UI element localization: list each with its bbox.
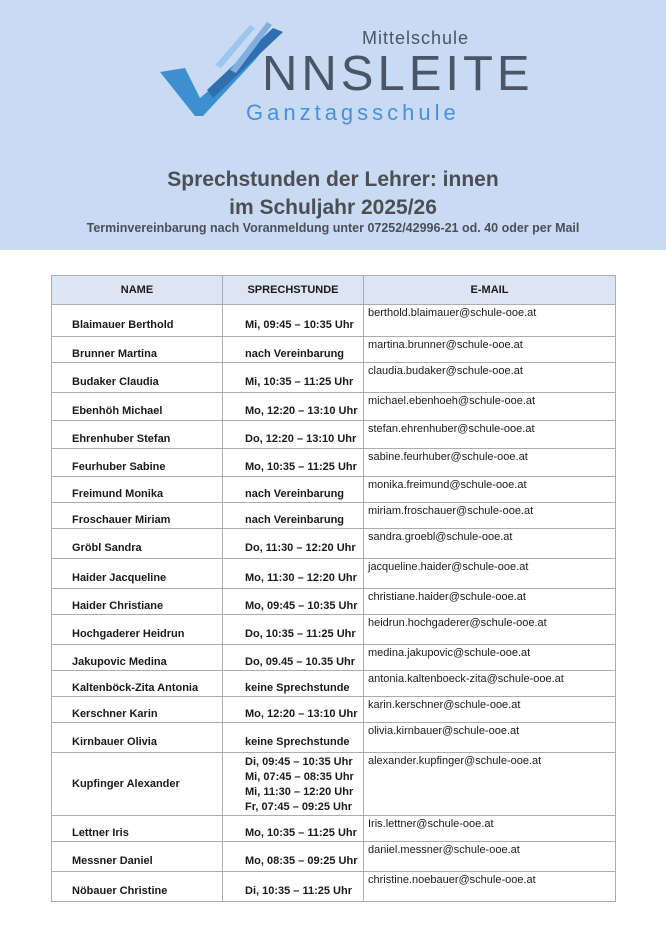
column-header-email: E-MAIL	[364, 276, 616, 305]
office-hours-cell	[223, 816, 364, 842]
email-link[interactable]: martina.brunner@schule-ooe.at	[364, 337, 616, 363]
office-hours-slot: nach Vereinbarung	[245, 487, 345, 500]
column-header-time: SPRECHSTUNDE	[223, 276, 364, 305]
table-row	[52, 393, 616, 421]
email-link[interactable]: sandra.groebl@schule-ooe.at	[364, 529, 616, 559]
office-hours-cell	[223, 503, 364, 529]
office-hours-slot: nach Vereinbarung	[245, 347, 345, 360]
office-hours-cell	[223, 363, 364, 393]
table-row	[52, 645, 616, 671]
table-row	[52, 421, 616, 449]
table-row	[52, 671, 616, 697]
teacher-name: Kerschner Karin	[52, 697, 223, 723]
teacher-name: Gröbl Sandra	[52, 529, 223, 559]
office-hours-slot: Mo, 10:35 – 11:25 Uhr	[245, 460, 357, 473]
teacher-name: Kupfinger Alexander	[52, 753, 223, 816]
email-link[interactable]: berthold.blaimauer@schule-ooe.at	[364, 305, 616, 337]
table-body	[52, 305, 616, 902]
office-hours-slot: Do, 11:30 – 12:20 Uhr	[245, 541, 356, 554]
table-row	[52, 615, 616, 645]
office-hours-slot: Do, 10:35 – 11:25 Uhr	[245, 627, 356, 640]
office-hours-slot: Mi, 10:35 – 11:25 Uhr	[245, 375, 354, 388]
appointment-note: Terminvereinbarung nach Voranmeldung unter 07252/42996-21 od. 40 oder per Mail	[86, 221, 580, 235]
office-hours-cell	[223, 872, 364, 902]
teacher-name: Ehrenhuber Stefan	[52, 421, 223, 449]
table-row	[52, 529, 616, 559]
office-hours-slot: Fr, 07:45 – 09:25 Uhr	[245, 801, 353, 813]
office-hours-slot: nach Vereinbarung	[245, 513, 345, 526]
office-hours-cell	[223, 421, 364, 449]
table-row	[52, 559, 616, 589]
email-link[interactable]: heidrun.hochgaderer@schule-ooe.at	[364, 615, 616, 645]
table-row	[52, 816, 616, 842]
office-hours-cell	[223, 477, 364, 503]
column-header-name: NAME	[52, 276, 223, 305]
teacher-name: Kirnbauer Olivia	[52, 723, 223, 753]
email-link[interactable]: stefan.ehrenhuber@schule-ooe.at	[364, 421, 616, 449]
office-hours-cell	[223, 559, 364, 589]
office-hours-slot: Mo, 09:45 – 10:35 Uhr	[245, 599, 358, 612]
office-hours-slot: Mo, 12:20 – 13:10 Uhr	[245, 707, 358, 720]
office-hours-cell	[223, 753, 364, 816]
office-hours-slot: Do, 09.45 – 10.35 Uhr	[245, 655, 356, 668]
office-hours-cell	[223, 589, 364, 615]
office-hours-slot: Di, 10:35 – 11:25 Uhr	[245, 884, 353, 897]
office-hours-cell	[223, 449, 364, 477]
table-row	[52, 449, 616, 477]
office-hours-slot: Di, 09:45 – 10:35 Uhr	[245, 756, 353, 768]
teacher-name: Lettner Iris	[52, 816, 223, 842]
school-type-label: Mittelschule	[362, 28, 470, 48]
office-hours-slot: keine Sprechstunde	[245, 735, 350, 748]
office-hours-cell	[223, 615, 364, 645]
email-link[interactable]: antonia.kaltenboeck-zita@schule-ooe.at	[364, 671, 616, 697]
email-link[interactable]: claudia.budaker@schule-ooe.at	[364, 363, 616, 393]
email-link[interactable]: olivia.kirnbauer@schule-ooe.at	[364, 723, 616, 753]
office-hours-slot: Mi, 11:30 – 12:20 Uhr	[245, 786, 354, 798]
office-hours-cell	[223, 671, 364, 697]
table-row	[52, 753, 616, 816]
teacher-name: Budaker Claudia	[52, 363, 223, 393]
table-row	[52, 503, 616, 529]
header-banner	[0, 0, 666, 250]
teacher-name: Ebenhöh Michael	[52, 393, 223, 421]
email-link[interactable]: medina.jakupovic@schule-ooe.at	[364, 645, 616, 671]
page-title-line2: im Schuljahr 2025/26	[229, 196, 437, 219]
office-hours-slot: Mo, 12:20 – 13:10 Uhr	[245, 404, 358, 417]
email-link[interactable]: christiane.haider@schule-ooe.at	[364, 589, 616, 615]
table-row	[52, 872, 616, 902]
table-row	[52, 363, 616, 393]
table-row	[52, 305, 616, 337]
email-link[interactable]: jacqueline.haider@schule-ooe.at	[364, 559, 616, 589]
office-hours-cell	[223, 305, 364, 337]
table-row	[52, 697, 616, 723]
teacher-name: Haider Christiane	[52, 589, 223, 615]
email-link[interactable]: miriam.froschauer@schule-ooe.at	[364, 503, 616, 529]
table-row	[52, 477, 616, 503]
teacher-name: Messner Daniel	[52, 842, 223, 872]
teacher-name: Hochgaderer Heidrun	[52, 615, 223, 645]
school-name: NNSLEITE	[262, 47, 534, 101]
office-hours-cell	[223, 645, 364, 671]
email-link[interactable]: karin.kerschner@schule-ooe.at	[364, 697, 616, 723]
table-row	[52, 723, 616, 753]
teacher-name: Nöbauer Christine	[52, 872, 223, 902]
school-subtitle: Ganztagsschule	[246, 100, 460, 125]
office-hours-cell	[223, 842, 364, 872]
email-link[interactable]: alexander.kupfinger@schule-ooe.at	[364, 753, 616, 816]
office-hours-slot: Mi, 09:45 – 10:35 Uhr	[245, 318, 354, 331]
teacher-name: Brunner Martina	[52, 337, 223, 363]
office-hours-slot: Mo, 08:35 – 09:25 Uhr	[245, 854, 358, 867]
office-hours-cell	[223, 337, 364, 363]
table-row	[52, 337, 616, 363]
office-hours-cell	[223, 723, 364, 753]
office-hours-cell	[223, 697, 364, 723]
email-link[interactable]: daniel.messner@schule-ooe.at	[364, 842, 616, 872]
table-row	[52, 589, 616, 615]
teacher-name: Feurhuber Sabine	[52, 449, 223, 477]
email-link[interactable]: michael.ebenhoeh@schule-ooe.at	[364, 393, 616, 421]
office-hours-slot: Mo, 11:30 – 12:20 Uhr	[245, 571, 357, 584]
teacher-name: Jakupovic Medina	[52, 645, 223, 671]
table-row	[52, 842, 616, 872]
office-hours-slot: Mo, 10:35 – 11:25 Uhr	[245, 826, 357, 839]
office-hours-slot: Do, 12:20 – 13:10 Uhr	[245, 432, 357, 445]
teacher-name: Blaimauer Berthold	[52, 305, 223, 337]
office-hours-table	[51, 275, 616, 902]
email-link[interactable]: Iris.lettner@schule-ooe.at	[364, 816, 616, 842]
email-link[interactable]: christine.noebauer@schule-ooe.at	[364, 872, 616, 902]
page-title-line1: Sprechstunden der Lehrer: innen	[167, 168, 499, 191]
office-hours-cell	[223, 393, 364, 421]
email-link[interactable]: monika.freimund@schule-ooe.at	[364, 477, 616, 503]
teacher-name: Kaltenböck-Zita Antonia	[52, 671, 223, 697]
teacher-name: Haider Jacqueline	[52, 559, 223, 589]
teacher-name: Froschauer Miriam	[52, 503, 223, 529]
teacher-name: Freimund Monika	[52, 477, 223, 503]
office-hours-slot: Mi, 07:45 – 08:35 Uhr	[245, 771, 354, 783]
email-link[interactable]: sabine.feurhuber@schule-ooe.at	[364, 449, 616, 477]
office-hours-cell	[223, 529, 364, 559]
office-hours-slot: keine Sprechstunde	[245, 681, 350, 694]
table-header-row	[52, 276, 616, 305]
